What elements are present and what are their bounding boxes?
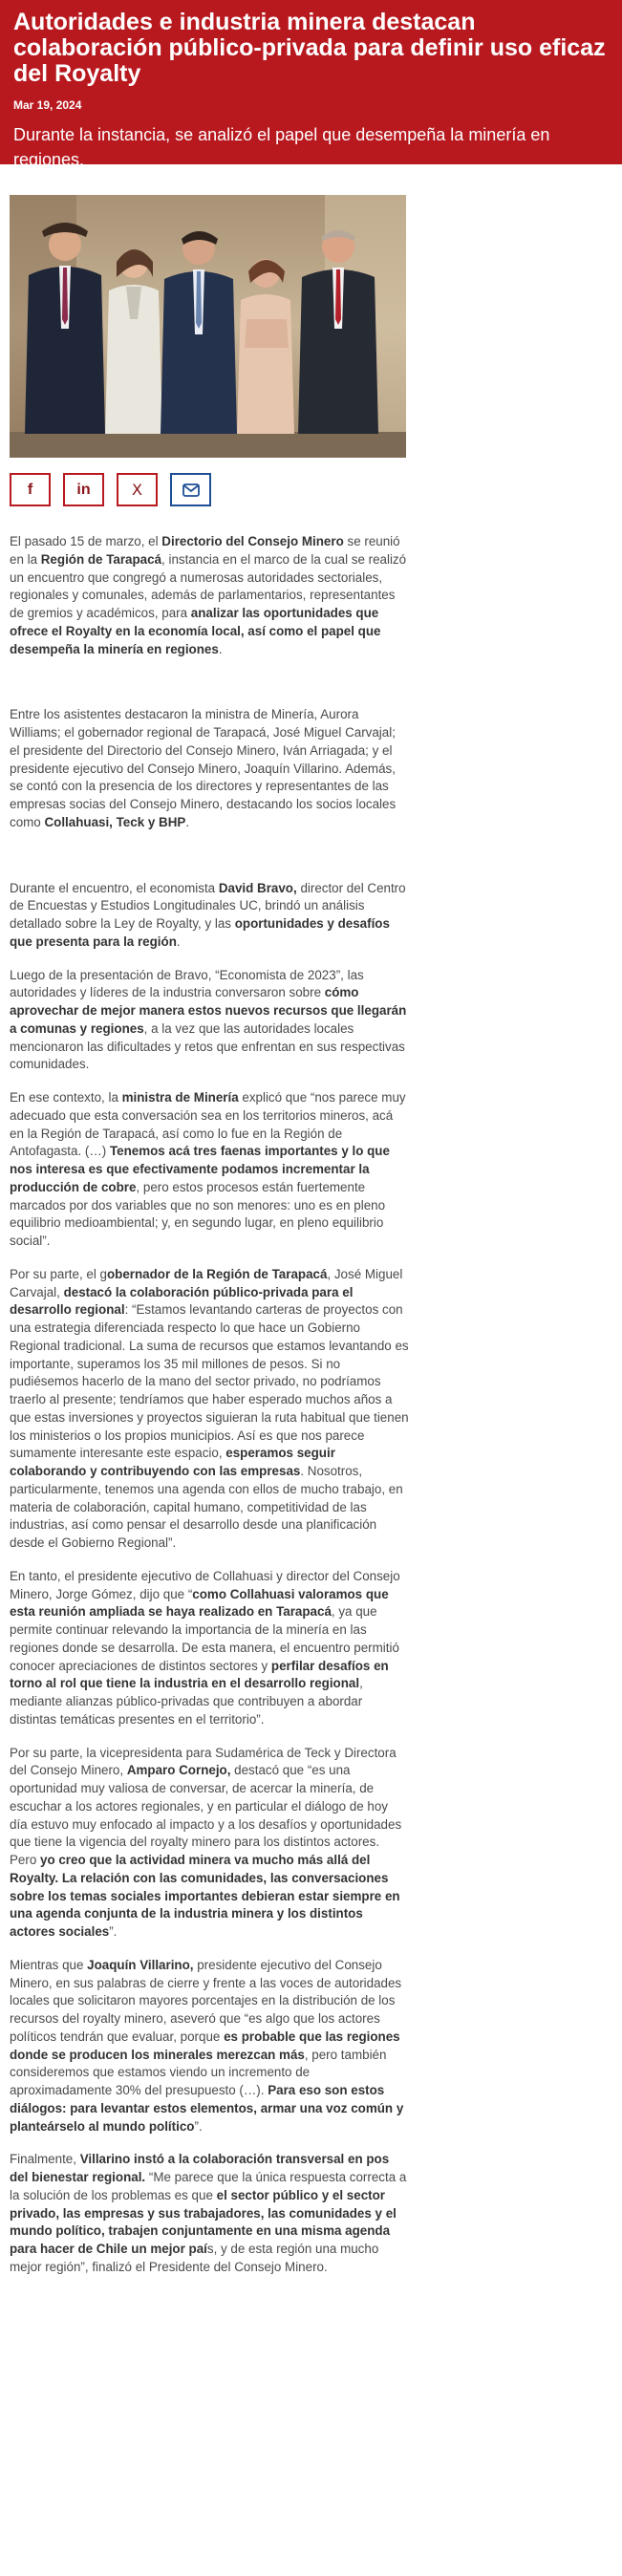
paragraph-text: Luego de la presentación de Bravo, “Economista de 2023”, las autoridades y líderes de la industria conversaron sobre bbox=[10, 967, 364, 1000]
paragraph-text: . bbox=[185, 814, 190, 829]
paragraph-text: destacó que “es una oportunidad muy valiosa de conversar, de acercar la minería, de escuchar a los actores regionales, y en particular el diálogo de hoy día estuvo muy enfocado al impacto y a los desafíos y oportunidades que tiene la vigencia del royalty minero para los distintos actores. Pero bbox=[10, 1763, 402, 1867]
emphasis-text: Tenemos acá tres faenas importantes y lo que nos interesa es que efectivamente podamos incrementar la producción de cobre bbox=[10, 1144, 390, 1194]
x-icon: X bbox=[132, 481, 142, 499]
article-paragraph bbox=[10, 1745, 409, 1942]
paragraph-text: : “Estamos levantando carteras de proyectos con una estrategia diferenciada respecto lo que hace un Gobierno Regional tradicional. La suma de recursos que estamos levantando es importante, superamos los 35 mil millones de pesos. Si no pudiésemos hacerlo de la mano del sector privado, no podríamos traerlo al presente; tendríamos que haber esperado muchos años a que estas inversiones y proyectos siguieran la ruta habitual que tienen los ministerios o los propios municipios. Así es que nos parece sumamente interesante este espacio, bbox=[10, 1302, 409, 1461]
emphasis-text: Región de Tarapacá bbox=[40, 551, 162, 567]
paragraph-text: s, y de esta región una mucho mejor región”, finalizó el Presidente del Consejo Minero. bbox=[10, 2242, 379, 2274]
paragraph-text: El pasado 15 de marzo, el bbox=[10, 534, 162, 548]
paragraph-text: Finalmente, bbox=[10, 2152, 80, 2167]
article-paragraph bbox=[10, 1266, 409, 1553]
paragraph-text: , mediante alianzas público-privadas que contribuyen a abordar distintas temáticas presentes en el territorio”. bbox=[10, 1676, 363, 1727]
article-text bbox=[10, 533, 409, 2277]
emphasis-text: obernador de la Región de Tarapacá bbox=[106, 1266, 328, 1281]
emphasis-text: el sector público y el sector privado, las empresas y sus trabajadores, las comunidades y el mundo político, trabajen conjuntamente en una misma agenda para hacer de Chile un mejor paí bbox=[10, 2187, 397, 2256]
article-paragraph bbox=[10, 1957, 409, 2136]
paragraph-text: director del Centro de Encuestas y Estudios Longitudinales UC, brindó un análisis detallado sobre la Ley de Royalty, y las bbox=[10, 880, 406, 931]
paragraph-text: , pero estos procesos están fuertemente marcados por dos variables que no son menores: uno es en pleno equilibrio medioambiental; y, en segundo lugar, en pleno equilibrio social”. bbox=[10, 1179, 386, 1248]
emphasis-text: es probable que las regiones donde se producen los minerales merezcan más bbox=[10, 2029, 400, 2062]
linkedin-share-button[interactable] bbox=[63, 473, 104, 506]
paragraph-text: Durante el encuentro, el economista bbox=[10, 880, 219, 895]
article-paragraph bbox=[10, 1089, 409, 1251]
paragraph-text: En ese contexto, la bbox=[10, 1090, 122, 1105]
envelope-icon bbox=[182, 483, 200, 497]
paragraph-text: En tanto, el presidente ejecutivo de Collahuasi y director del Consejo Minero, Jorge Gómez, dijo que “ bbox=[10, 1568, 400, 1601]
article-paragraph bbox=[10, 2151, 409, 2276]
paragraph-text: explicó que “nos parece muy adecuado que esta conversación sea en los territorios mineros, acá en la Región de Tarapacá, así como lo fue en la Región de Antofagasta. (…) bbox=[10, 1090, 406, 1159]
paragraph-text: , José Miguel Carvajal, bbox=[10, 1266, 403, 1299]
emphasis-text: analizar las oportunidades que ofrece el Royalty en la economía local, así como el papel que desempeña la minería en regiones bbox=[10, 606, 381, 656]
paragraph-text: Mientras que bbox=[10, 1957, 88, 1972]
article-paragraph bbox=[10, 706, 409, 831]
email-share-button[interactable] bbox=[170, 473, 211, 506]
paragraph-text: presidente ejecutivo del Consejo Minero, en sus palabras de cierre y frente a las voces de autoridades locales que solicitaron mayores porcentajes en la distribución de los recursos del royalty minero, aseveró que “es algo que los actores políticos tendrán que evaluar, porque bbox=[10, 1957, 402, 2044]
article-paragraph bbox=[10, 1568, 409, 1729]
paragraph-text: . bbox=[176, 934, 181, 949]
facebook-icon: f bbox=[27, 481, 33, 498]
paragraph-text: , pero también consideremos que estamos viendo un incremento de aproximadamente 30% del presupuesto (…). bbox=[10, 2047, 387, 2097]
emphasis-text: como Collahuasi valoramos que esta reunión ampliada se haya realizado en Tarapacá bbox=[10, 1586, 389, 1620]
emphasis-text: ministra de Minería bbox=[121, 1090, 239, 1105]
paragraph-text: Entre los asistentes destacaron la ministra de Minería, Aurora Williams; el gobernador regional de Tarapacá, José Miguel Carvajal; el presidente del Directorio del Consejo Minero, Iván Arriagada; y el presidente ejecutivo del Consejo Minero, Joaquín Villarino. Además, se contó con la presencia de los directores y representantes de las empresas socias del Consejo Minero, destacando los socios locales como bbox=[10, 707, 397, 829]
article-body-container bbox=[0, 195, 622, 2277]
article-photo bbox=[10, 195, 406, 458]
emphasis-text: Para eso son estos diálogos: para levantar estos elementos, armar una voz común y planteárselo al mundo político bbox=[10, 2083, 404, 2134]
emphasis-text: yo creo que la actividad minera va mucho más allá del Royalty. La relación con las comunidades, las conversaciones sobre los temas sociales importantes debieran estar siempre en una agenda conjunta de la industria minera y los distintos actores sociales bbox=[10, 1853, 400, 1939]
emphasis-text: cómo aprovechar de mejor manera estos nuevos recursos que llegarán a comunas y regiones bbox=[10, 985, 407, 1036]
emphasis-text: Joaquín Villarino, bbox=[87, 1957, 194, 1972]
paragraph-text: ”. bbox=[194, 2118, 203, 2134]
emphasis-text: destacó la colaboración público-privada para el desarrollo regional bbox=[10, 1284, 354, 1318]
paragraph-text: , ya que permite continuar relevando la importancia de la minería en las regiones donde se desarrolla. De esta manera, el encuentro permitió conocer apreciaciones de distintos sectores y bbox=[10, 1604, 399, 1673]
linkedin-icon: in bbox=[76, 481, 91, 498]
article-paragraph bbox=[10, 533, 409, 658]
emphasis-text: perfilar desafíos en torno al rol que tiene la industria en el desarrollo regional bbox=[10, 1658, 389, 1691]
paragraph-text: Por su parte, la vicepresidenta para Sudamérica de Teck y Directora del Consejo Minero, bbox=[10, 1745, 397, 1778]
paragraph-text: , a la vez que las autoridades locales mencionaron las dificultades y retos que enfrentan en sus respectivas comunidades. bbox=[10, 1020, 405, 1072]
facebook-share-button[interactable] bbox=[10, 473, 51, 506]
page-title: Autoridades e industria minera destacan colaboración público-privada para definir uso eficaz del Royalty bbox=[13, 9, 606, 87]
article-paragraph bbox=[10, 880, 409, 952]
x-share-button[interactable] bbox=[117, 473, 158, 506]
emphasis-text: esperamos seguir colaborando y contribuyendo con las empresas bbox=[10, 1446, 335, 1478]
emphasis-text: Directorio del Consejo Minero bbox=[161, 534, 344, 548]
group-photo-illustration bbox=[10, 195, 406, 458]
paragraph-text: . bbox=[218, 641, 223, 656]
publish-date: Mar 19, 2024 bbox=[13, 98, 82, 112]
article-subtitle: Durante la instancia, se analizó el papel que desempeña la minería en regiones. bbox=[13, 125, 550, 169]
emphasis-text: Villarino instó a la colaboración transversal en pos del bienestar regional. bbox=[10, 2152, 390, 2184]
share-bar bbox=[10, 473, 612, 506]
paragraph-text: , instancia en el marco de la cual se realizó un encuentro que congregó a numerosas autoridades sectoriales, regionales y comunales, además de parlamentarios, representantes de gremios y académicos, para bbox=[10, 551, 407, 620]
paragraph-text: Por su parte, el g bbox=[10, 1266, 107, 1281]
emphasis-text: Collahuasi, Teck y BHP bbox=[44, 814, 186, 829]
emphasis-text: Amparo Cornejo, bbox=[126, 1763, 231, 1778]
paragraph-text: “Me parece que la única respuesta correcta a la solución de los problemas es que bbox=[10, 2170, 407, 2202]
emphasis-text: David Bravo, bbox=[218, 880, 297, 895]
article-header bbox=[0, 0, 622, 169]
paragraph-text: se reunió en la bbox=[10, 534, 400, 567]
article-paragraph bbox=[10, 967, 409, 1075]
paragraph-text: . Nosotros, particularmente, tenemos una agenda con ellos de mucho trabajo, en materia de colaboración, capital humano, competitividad de las industrias, así como pensar el desarrollo desde una planificación desde el Gobierno Regional”. bbox=[10, 1464, 403, 1550]
paragraph-text: ”. bbox=[109, 1924, 118, 1939]
emphasis-text: oportunidades y desafíos que presenta para la región bbox=[10, 916, 390, 949]
